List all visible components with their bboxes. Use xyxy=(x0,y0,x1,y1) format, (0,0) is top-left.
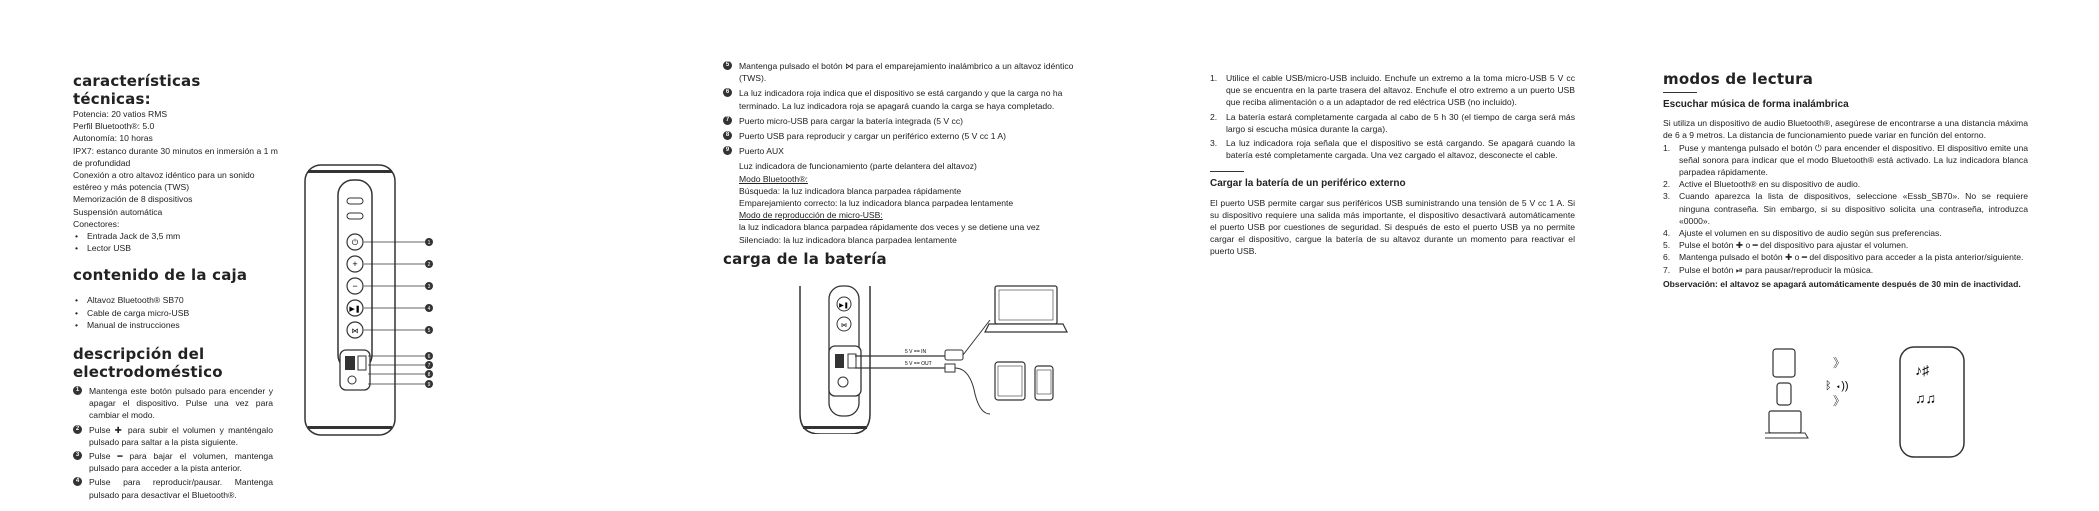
function-item xyxy=(723,145,1088,157)
divider xyxy=(1210,171,1244,172)
mode-step xyxy=(1663,227,2028,239)
svg-text:⏻: ⏻ xyxy=(351,238,359,247)
number-badge: 8 xyxy=(723,131,732,140)
svg-text:⋈: ⋈ xyxy=(351,328,359,335)
mode-step xyxy=(1663,239,2028,251)
step-text: Puse y mantenga pulsado el botón ⏻ para encender el dispositivo. El dispositivo emite una señal sonora para indicar que el modo Bluetooth® está activado. La luz indicadora blanca parpadea rápidamente. xyxy=(1679,142,2028,178)
wireless-title: Escuchar música de forma inalámbrica xyxy=(1663,99,1849,110)
step-number: 3. xyxy=(1210,138,1218,149)
description-list xyxy=(73,385,273,501)
battery-title: carga de la batería xyxy=(723,249,887,268)
description-text: Mantenga este botón pulsado para encender y apagar el dispositivo. Pulse una vez para cambiar el modo. xyxy=(89,386,273,421)
label-in: 5 V == IN xyxy=(905,349,927,355)
function-item xyxy=(723,87,1088,111)
callout-number: 1 xyxy=(427,240,431,246)
spec-line: Potencia: 20 vatios RMS xyxy=(73,109,168,119)
tablet-icon xyxy=(1773,349,1795,377)
box-title: contenido de la caja xyxy=(73,266,248,285)
charging-diagram xyxy=(795,284,1095,434)
step-text: Active el Bluetooth® en su dispositivo de audio. xyxy=(1679,179,1861,190)
callout-number: 4 xyxy=(427,306,431,312)
number-badge: 3 xyxy=(73,451,82,460)
music-note-icon: ♫♫ xyxy=(1915,390,1936,406)
step-text: La batería estará completamente cargada al cabo de 5 h 30 (el tiempo de carga será más largo si escucha música durante la carga). xyxy=(1226,111,1575,134)
step-text: Cuando aparezca la lista de dispositivos, seleccione «Essb_SB70». No se requiere ninguna contraseña. Sin embargo, si su dispositivo solicita una contraseña, introduzca «0000». xyxy=(1679,191,2028,226)
description-title: descripción del electrodoméstico xyxy=(73,345,223,382)
spec-line: Autonomía: 10 horas xyxy=(73,133,153,144)
description-text: Pulse ✚ para subir el volumen y manténgalo pulsado para saltar a la pista siguiente. xyxy=(89,424,273,447)
column-modes xyxy=(1663,60,2028,290)
music-note-icon: ♪♯ xyxy=(1915,362,1929,378)
step-text: Pulse el botón ⏯ para pausar/reproducir la música. xyxy=(1679,264,1874,275)
specs-title: características técnicas: xyxy=(73,72,201,108)
step-number: 7. xyxy=(1663,264,1671,275)
charging-step xyxy=(1210,137,1575,161)
svg-text:⋈: ⋈ xyxy=(841,323,847,329)
description-text: Pulse ━ para bajar el volumen, mantenga pulsado para acceder a la pista anterior. xyxy=(89,451,273,474)
function-item xyxy=(723,60,1088,84)
description-item xyxy=(73,424,273,448)
charging-step xyxy=(1210,111,1575,135)
note: Observación: el altavoz se apagará automáticamente después de 30 min de inactividad. xyxy=(1663,278,2021,289)
mode-step xyxy=(1663,142,2028,179)
step-number: 6. xyxy=(1663,252,1671,263)
box-item: • Cable de carga micro-USB xyxy=(73,307,283,319)
bluetooth-icon: ᛒ ◂)) xyxy=(1825,380,1849,392)
description-text: Pulse para reproducir/pausar. Mantenga pulsado para desactivar el Bluetooth®. xyxy=(89,477,273,500)
step-number: 1. xyxy=(1663,142,1671,153)
column-specs xyxy=(73,60,283,503)
number-badge: 5 xyxy=(723,61,732,70)
callout-number: 5 xyxy=(427,328,431,334)
description-item xyxy=(73,476,273,500)
phone-icon xyxy=(1035,366,1053,400)
function-text: La luz indicadora roja indica que el dispositivo se está cargando y que la carga no ha terminado. La luz indicadora roja se apagará cuando la carga se haya completado. xyxy=(739,88,1063,111)
peripheral-text: El puerto USB permite cargar sus periféricos USB suministrando una tensión de 5 V cc 1 A. Si su dispositivo requiere una salida más importante, el dispositivo desactivará automáticamente el puerto USB por cuestiones de seguridad. Si después de esto el puerto USB ya no permite cargar el dispositivo, cargue la batería de su altavoz durante un momento para reactivar el puerto USB. xyxy=(1210,197,1575,257)
step-number: 5. xyxy=(1663,240,1671,251)
step-text: Ajuste el volumen en su dispositivo de audio según sus preferencias. xyxy=(1679,228,1942,239)
box-item: • Altavoz Bluetooth® SB70 xyxy=(73,294,283,306)
function-text: Mantenga pulsado el botón ⋈ para el emparejamiento inalámbrico a un altavoz idéntico (TWS). xyxy=(739,61,1074,84)
indicator-line: Luz indicadora de funcionamiento (parte delantera del altavoz) xyxy=(739,161,977,172)
connector-item: • Entrada Jack de 3,5 mm xyxy=(73,230,283,242)
callout-number: 7 xyxy=(427,363,431,369)
step-text: La luz indicadora roja señala que el dispositivo se está cargando. Se apagará cuando la batería esté completamente cargada. Una vez cargado el altavoz, desconecte el cable. xyxy=(1226,138,1575,161)
laptop-icon xyxy=(985,286,1067,332)
indicator-line: Modo Bluetooth®: xyxy=(739,173,808,184)
charging-step xyxy=(1210,72,1575,109)
function-text: Puerto AUX xyxy=(739,146,784,157)
indicator-line: Silenciado: la luz indicadora blanca parpadea lentamente xyxy=(739,234,957,245)
specs-list xyxy=(73,108,283,230)
mode-step xyxy=(1663,264,2028,276)
step-number: 2. xyxy=(1210,111,1218,122)
svg-text:−: − xyxy=(352,281,358,291)
divider xyxy=(1663,92,1697,93)
wireless-intro: Si utiliza un dispositivo de audio Bluetooth®, asegúrese de encontrarse a una distancia máxima de 6 a 9 metros. La distancia de funcionamiento puede variar en función del entorno. xyxy=(1663,118,2028,141)
callout-number: 3 xyxy=(427,284,431,290)
function-text: Puerto micro-USB para cargar la batería integrada (5 V cc) xyxy=(739,115,964,126)
mode-step xyxy=(1663,190,2028,227)
svg-text:+: + xyxy=(352,259,358,269)
column-functions xyxy=(723,60,1088,268)
column-charging xyxy=(1210,60,1575,258)
wifi-icon: 》 xyxy=(1833,356,1846,370)
phone-icon xyxy=(1777,383,1791,405)
step-number: 1. xyxy=(1210,73,1218,83)
label-out: 5 V == OUT xyxy=(905,361,932,367)
wireless-diagram xyxy=(1765,345,2035,460)
function-item xyxy=(723,130,1088,142)
charging-steps xyxy=(1210,72,1575,161)
number-badge: 9 xyxy=(723,146,732,155)
usb-plug-in xyxy=(945,350,963,360)
indicator-line: la luz indicadora blanca parpadea rápidamente dos veces y se detiene una vez xyxy=(739,222,1040,233)
number-badge: 6 xyxy=(723,88,732,97)
function-text: Puerto USB para reproducir y cargar un periférico externo (5 V cc 1 A) xyxy=(739,131,1007,142)
svg-text:▶❚: ▶❚ xyxy=(349,306,361,313)
wifi-icon: 》 xyxy=(1833,394,1846,408)
wireless-steps xyxy=(1663,142,2028,276)
function-item xyxy=(723,115,1088,127)
speaker-diagram xyxy=(300,160,440,440)
indicator-line: Búsqueda: la luz indicadora blanca parpadea rápidamente xyxy=(739,185,962,196)
spec-line: Conexión a otro altavoz idéntico para un sonido estéreo y más potencia (TWS) xyxy=(73,170,255,193)
box-list xyxy=(73,294,283,331)
peripheral-title: Cargar la batería de un periférico externo xyxy=(1210,178,1406,190)
step-number: 4. xyxy=(1663,228,1671,239)
svg-text:▶❚: ▶❚ xyxy=(839,303,849,309)
indicator-list xyxy=(723,160,1088,245)
function-list xyxy=(723,60,1088,157)
number-badge: 2 xyxy=(73,425,82,434)
connectors-list xyxy=(73,230,283,254)
spec-line: Conectores: xyxy=(73,218,120,229)
mode-step xyxy=(1663,251,2028,263)
number-badge: 1 xyxy=(73,386,82,395)
indicator-line: Modo de reproducción de micro-USB: xyxy=(739,210,883,221)
description-item xyxy=(73,450,273,474)
number-badge: 4 xyxy=(73,477,82,486)
number-badge: 7 xyxy=(723,116,732,125)
callout-number: 2 xyxy=(427,262,431,268)
usb-plug-out xyxy=(945,364,955,372)
tablet-icon xyxy=(995,362,1025,400)
step-number: 2. xyxy=(1663,179,1671,190)
spec-line: Suspensión automática xyxy=(73,206,163,217)
mode-step xyxy=(1663,178,2028,190)
laptop-icon xyxy=(1765,411,1808,438)
modes-title: modos de lectura xyxy=(1663,70,1814,88)
description-item xyxy=(73,385,273,422)
connector-item: • Lector USB xyxy=(73,242,283,254)
callout-number: 6 xyxy=(427,354,431,360)
spec-line: Perfil Bluetooth®: 5.0 xyxy=(73,121,155,132)
speaker-icon xyxy=(1900,347,1964,457)
callout-number: 9 xyxy=(427,382,431,388)
step-text: Pulse el botón ✚ o ━ del dispositivo para ajustar el volumen. xyxy=(1679,240,1909,251)
indicator-line: Emparejamiento correcto: la luz indicadora blanca parpadea lentamente xyxy=(739,198,1014,209)
spec-line: Memorización de 8 dispositivos xyxy=(73,194,193,205)
spec-line: IPX7: estanco durante 30 minutos en inmersión a 1 m de profundidad xyxy=(73,145,278,168)
step-text: Mantenga pulsado el botón ✚ o ━ del dispositivo para acceder a la pista anterior/siguiente. xyxy=(1679,252,2024,263)
control-panel xyxy=(338,180,372,370)
callout-number: 8 xyxy=(427,372,431,378)
step-text: Utilice el cable USB/micro-USB incluido. Enchufe un extremo a la toma micro-USB 5 V cc que se encuentra en la parte trasera del altavoz. Enchufe el otro extremo a un puerto USB que reciba alimentación o a un adaptador de red eléctrica USB (no incluido). xyxy=(1226,73,1575,108)
box-item: • Manual de instrucciones xyxy=(73,319,283,331)
step-number: 3. xyxy=(1663,191,1671,202)
